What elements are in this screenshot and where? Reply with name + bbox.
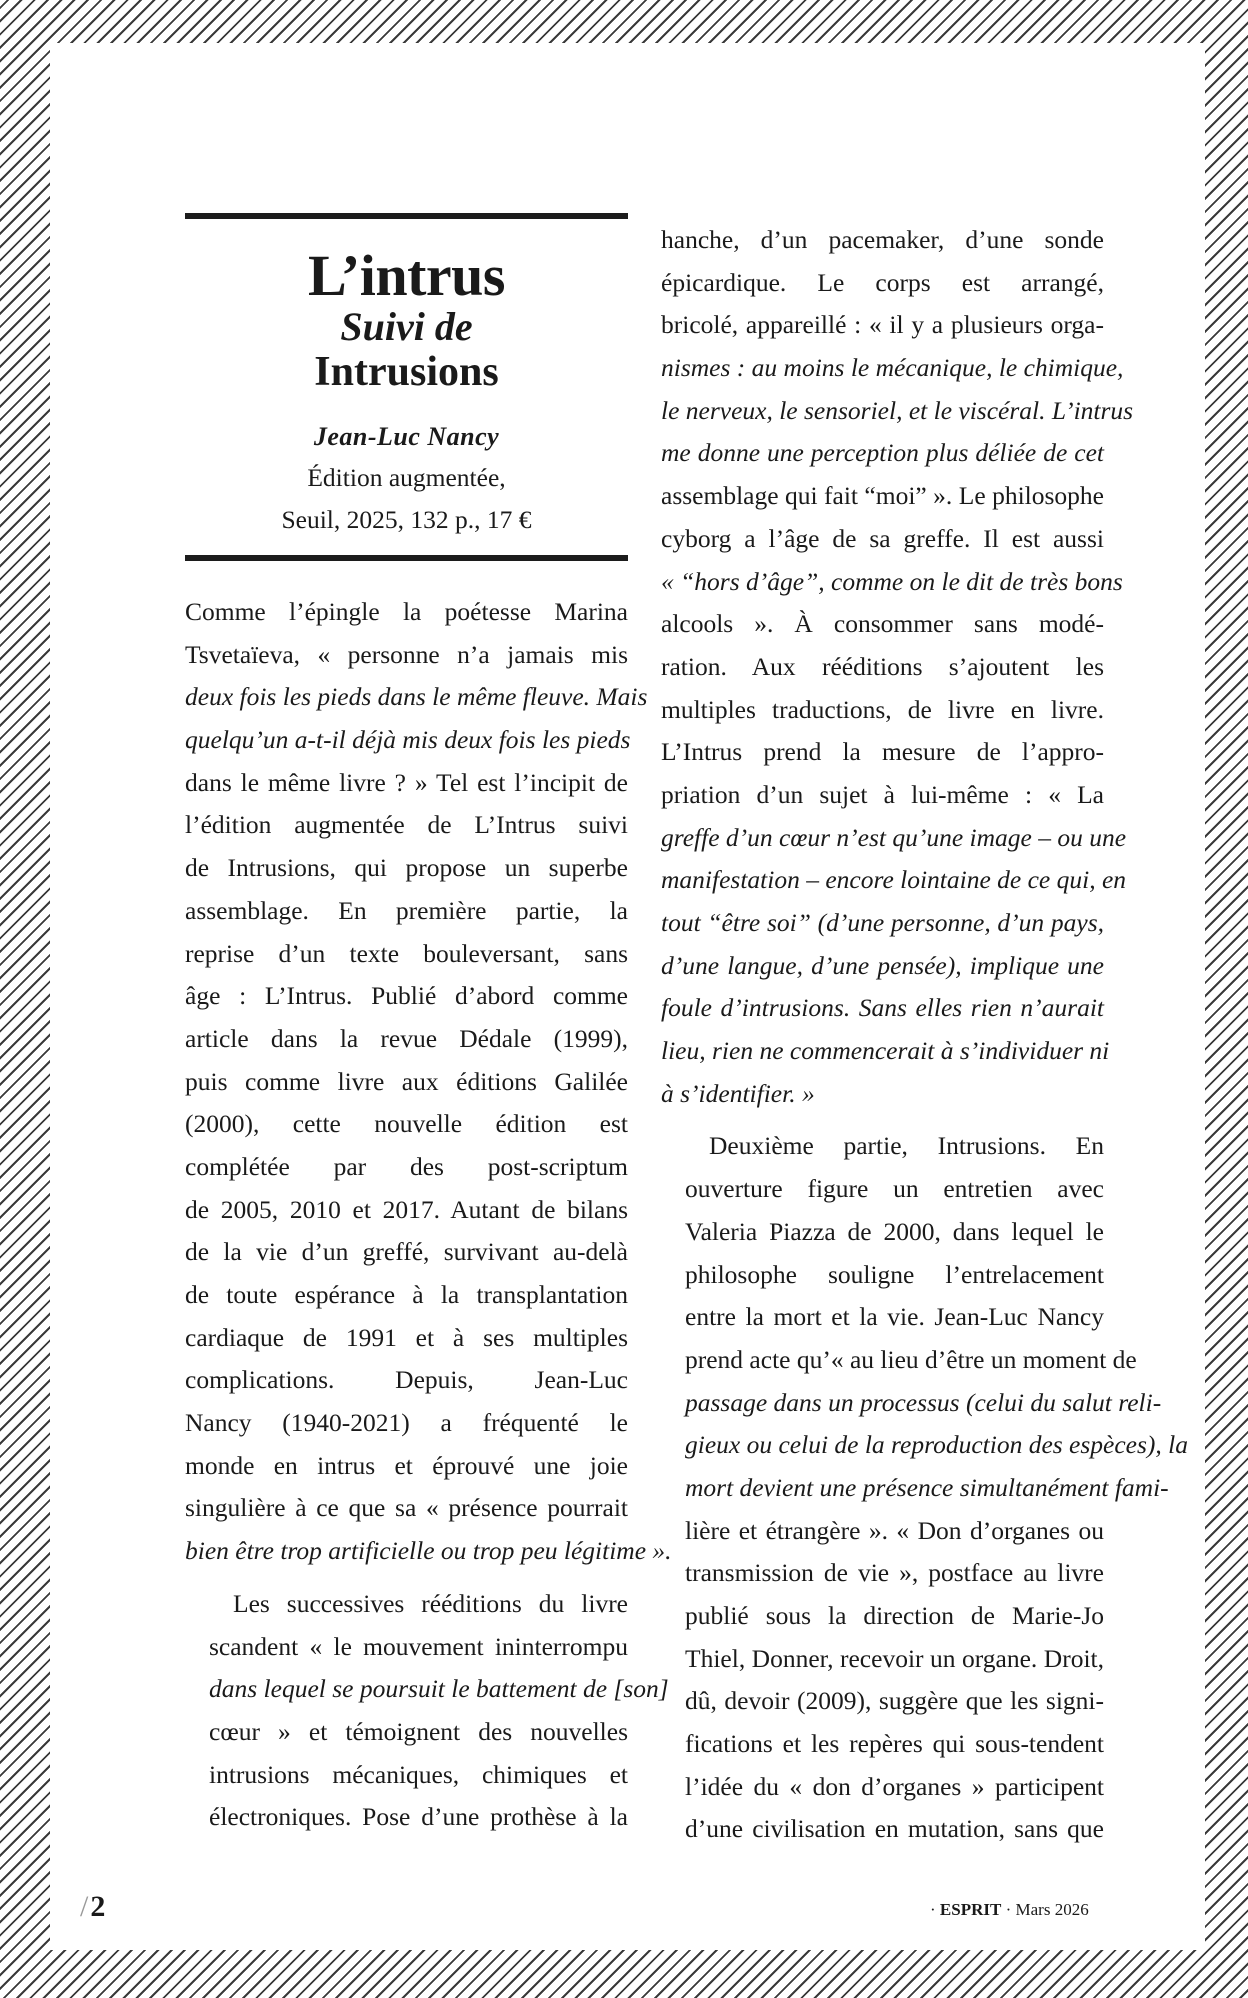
text-line: dans le même livre ? » Tel est l’incipit de [185,767,628,797]
page-number-value: 2 [90,1890,106,1923]
review-paragraph-2 [185,1583,669,1839]
quote-text: foule d’intrusions. Sans elles rien n’aurait [661,993,1104,1023]
text-line [185,676,648,719]
text-line: bricolé, appareillé : « il y a plusieurs orga- [661,310,1104,340]
review-paragraph-3 [661,219,1134,1115]
text-line: transmission de vie », postface au livre [685,1558,1104,1588]
text-line: ouverture figure un entretien avec [685,1174,1104,1204]
text-line: complétée par des post-scriptum [185,1151,628,1181]
text-line: assemblage qui fait “moi” ». Le philosophe [661,481,1104,511]
quote-text: dans lequel se poursuit le battement de [son] [209,1674,669,1704]
text-line: Deuxième partie, Intrusions. En [709,1131,1104,1161]
text-line: Valeria Piazza de 2000, dans lequel le [685,1216,1104,1246]
review-paragraph-1 [185,591,672,1573]
quote-text: quelqu’un a-t-il déjà mis deux fois les pieds [185,725,631,755]
text-line [661,987,1104,1030]
text-line: scandent « le mouvement ininterrompu [209,1631,628,1661]
text-line: épicardique. Le corps est arrangé, [661,267,1104,297]
text-line: intrusions mécaniques, chimiques et [209,1759,628,1789]
quote-text: mort devient une présence simultanément fami- [685,1472,1169,1502]
text-line: priation d’un sujet à lui-même : « La [661,779,1104,809]
slash-ornament: / [80,1890,89,1923]
text-line: (2000), cette nouvelle édition est [185,1109,628,1139]
text-line: Nancy (1940-2021) a fréquenté le [185,1408,628,1438]
text-line: âge : L’Intrus. Publié d’abord comme [185,981,628,1011]
quote-text: deux fois les pieds dans le même fleuve. Mais [185,682,648,712]
text-line: entre la mort et la vie. Jean-Luc Nancy [685,1302,1104,1332]
page-number [80,1890,105,1924]
book-subtitle-2: Intrusions [314,349,499,395]
book-author: Jean-Luc Nancy [313,422,500,451]
text-line [661,1073,1104,1116]
left-column [185,213,672,1839]
text-line: puis comme livre aux éditions Galilée [185,1066,628,1096]
text-line: philosophe souligne l’entrelacement [685,1259,1104,1289]
quote-text: bien être trop artificielle ou trop peu légitime ». [185,1536,672,1566]
book-subtitle: Suivi de [340,304,473,349]
text-line: publié sous la direction de Marie-Jo [685,1601,1104,1630]
quote-text: d’une langue, d’une pensée), implique une [661,950,1104,980]
quote-text: me donne une perception plus déliée de cet [661,438,1104,468]
review-paragraph-4 [661,1125,1189,1851]
text-line [185,1668,669,1711]
text-line: électroniques. Pose d’une prothèse à la [209,1802,628,1832]
right-column [661,219,1189,1851]
quote-text: passage dans un processus (celui du salut reli- [685,1387,1162,1417]
book-info-box [185,213,628,561]
quote-text: à s’identifier. » [661,1078,815,1108]
text-line: cyborg a l’âge de sa greffe. Il est aussi [661,523,1104,553]
text-line [661,902,1104,945]
text-line [661,859,1127,902]
text-line: L’Intrus prend la mesure de l’appro- [661,737,1104,767]
text-line [661,1467,1169,1510]
text-line: de 2005, 2010 et 2017. Autant de bilans [185,1194,628,1224]
journal-issue: Mars 2026 [1015,1900,1089,1919]
text-line: monde en intrus et éprouvé une joie [185,1450,628,1480]
text-line: singulière à ce que sa « présence pourrait [185,1493,628,1523]
quote-text: le nerveux, le sensoriel, et le viscéral. L’intrus [661,395,1134,425]
quote-text: « “hors d’âge”, comme on le dit de très bons [661,566,1123,596]
text-line [185,634,628,677]
text-line [661,561,1123,604]
quote-text: tout “être soi” (d’une personne, d’un pays, [661,908,1104,937]
text-line: de Intrusions, qui propose un superbe [185,853,628,883]
text-line: cœur » et témoignent des nouvelles [209,1716,628,1746]
book-publication: Seuil, 2025, 132 p., 17 € [281,505,532,534]
page [50,43,1205,1950]
text-line: cardiaque de 1991 et à ses multiples [185,1322,628,1352]
text-line [661,817,1127,860]
journal-name: ESPRIT [939,1900,1002,1919]
book-edition: Édition augmentée, [307,463,506,492]
quote-text: lieu, rien ne commencerait à s’individuer ni [661,1036,1110,1066]
text-line-content: Tsvetaïeva, « personne n’a jamais mis [185,639,628,669]
text-line: hanche, d’un pacemaker, d’une sonde [661,225,1104,254]
text-line: Les successives rééditions du livre [233,1588,628,1618]
text-line [185,719,631,762]
separator-dot: · [930,1900,936,1919]
book-title: L’intrus [308,243,505,308]
quote-text: nismes : au moins le mécanique, le chimique, [661,353,1124,383]
journal-footer [930,1900,1089,1920]
separator-dot: · [1005,1900,1012,1919]
text-line [661,1382,1162,1425]
text-line: lière et étrangère ». « Don d’organes ou [685,1515,1104,1545]
quote-text: greffe d’un cœur n’est qu’une image – ou une [661,822,1127,852]
text-line: complications. Depuis, Jean-Luc [185,1365,628,1395]
text-line: Thiel, Donner, recevoir un organe. Droit, [685,1643,1104,1673]
text-line [661,1030,1110,1073]
text-line: multiples traductions, de livre en livre. [661,694,1104,724]
text-line: dû, devoir (2009), suggère que les signi- [685,1686,1104,1716]
text-line [661,1424,1189,1467]
text-line: de la vie d’un greffé, survivant au-delà [185,1237,628,1267]
text-line: de toute espérance à la transplantation [185,1280,628,1309]
text-line [661,347,1124,390]
text-line: alcools ». À consommer sans modé- [661,609,1104,639]
text-line: Comme l’épingle la poétesse Marina [185,597,628,626]
text-line [661,432,1104,475]
text-line: l’édition augmentée de L’Intrus suivi [185,810,628,840]
text-line [661,390,1134,433]
text-line: reprise d’un texte bouleversant, sans [185,938,628,968]
quote-text: manifestation – encore lointaine de ce qui, en [661,865,1127,895]
text-line: d’une civilisation en mutation, sans que [685,1814,1104,1844]
text-line: assemblage. En première partie, la [185,895,628,925]
text-line: fications et les repères qui sous-tendent [685,1729,1104,1759]
quote-text: gieux ou celui de la reproduction des espèces), la [685,1430,1189,1460]
text-line: article dans la revue Dédale (1999), [185,1023,628,1053]
text-line: l’idée du « don d’organes » participent [685,1771,1104,1801]
text-line [661,945,1104,988]
text-line [185,1530,672,1573]
text-line: ration. Aux rééditions s’ajoutent les [661,651,1104,681]
text-line: prend acte qu’« au lieu d’être un moment de [685,1344,1137,1374]
